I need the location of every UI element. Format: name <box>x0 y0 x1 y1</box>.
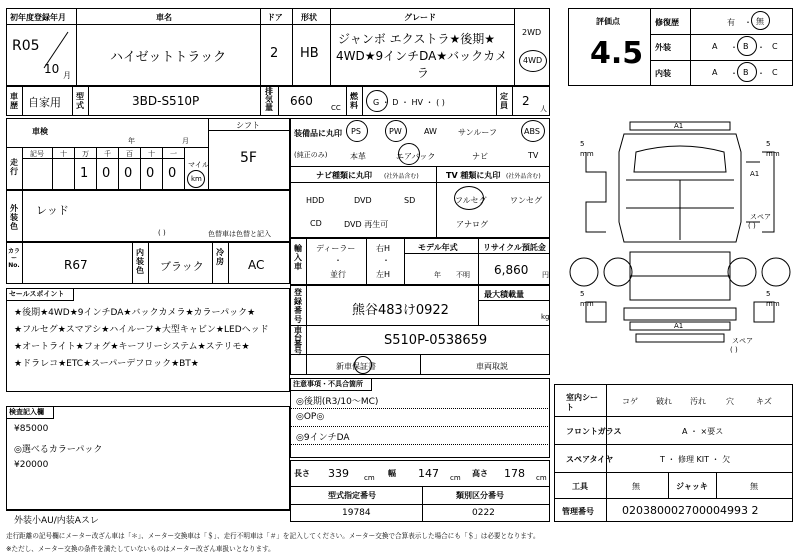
import-parallel: 並行 <box>330 270 346 279</box>
first-reg-month: 10 <box>44 62 60 76</box>
selling-line: ★後期★4WD★9インチDA★バックカメラ★カラーパック★ <box>14 308 256 318</box>
height-value: 178 <box>504 467 525 480</box>
equip-ps: PS <box>351 127 361 136</box>
glass-label: フロントガラス <box>566 427 622 436</box>
ac-label: 冷房 <box>216 248 224 266</box>
diagram-five: 5 <box>580 140 585 148</box>
model-value: 3BD-S510P <box>132 94 200 108</box>
tools-value: 無 <box>632 482 640 491</box>
length-value: 339 <box>328 467 349 480</box>
shift-value: 5F <box>240 150 257 166</box>
door-count: 2 <box>270 46 279 61</box>
equip-abs: ABS <box>524 127 540 136</box>
diagram-a1-bottom: A1 <box>674 322 684 330</box>
selling-line: ★フルセグ★スマアシ★ハイルーフ★大型キャビン★LEDヘッド <box>14 325 269 335</box>
load-unit: kg <box>541 313 550 321</box>
displacement-unit: CC <box>331 104 341 112</box>
color-label: 外装色 <box>10 204 18 231</box>
mgmt-label: 管理番号 <box>562 507 594 516</box>
diagram-a1-top: A1 <box>674 122 684 130</box>
grade-line2: 4WD★9インチDA★バックカメ <box>336 49 508 63</box>
color-paren: ( ) <box>158 229 166 237</box>
warranty-label: 新車保証書 <box>336 362 376 371</box>
mgmt-value: 020380002700004993 2 <box>622 504 759 517</box>
footer-note1: 走行距離の記号欄にメーター改ざん車は「＊」、メーター交換車は「＄」、走行不明車は「＃」を記入してください。メーター交換で合算表示した場合にも「＄」は必要となります。 <box>6 532 540 540</box>
seat-label: 室内シート <box>566 393 598 412</box>
drive-2wd: 2WD <box>522 28 542 37</box>
selling-title: セールスポイント <box>6 288 74 301</box>
mileage-digit: 1 <box>80 166 89 181</box>
km-label: km <box>191 175 202 183</box>
selling-line: ★オートライト★フォグ★キーフリーシステム★ステリモ★ <box>14 342 250 352</box>
equip-aw: AW <box>424 127 437 136</box>
mileage-digit: 0 <box>102 166 111 181</box>
color-value: レッド <box>36 204 69 217</box>
width-value: 147 <box>418 467 439 480</box>
jack-label: ジャッキ <box>676 482 708 491</box>
jack-value: 無 <box>750 482 758 491</box>
width-label: 幅 <box>388 469 396 478</box>
fuel-label: 燃料 <box>350 92 358 110</box>
equip-leather: 本革 <box>350 152 366 161</box>
spare-label: スペアタイヤ <box>566 455 614 464</box>
car-name-label: 車名 <box>156 13 172 22</box>
import-label: 輸入車 <box>294 244 302 271</box>
repair-no: 無 <box>756 17 764 26</box>
capacity-label: 定員 <box>500 92 508 110</box>
nav-title: ナビ種類に丸印 <box>316 171 372 180</box>
grade-line3: ラ <box>417 66 430 80</box>
inspector-title: 検査記入欄 <box>6 406 54 419</box>
note-line: ◎OP◎ <box>296 412 325 422</box>
glass-opts: A ・ ×要ス <box>682 427 724 436</box>
grade-line1: ジャンボ エクストラ★後期★ <box>338 32 495 46</box>
shaken-month-unit: 月 <box>182 137 189 145</box>
recycle-label: リサイクル預託金 <box>483 243 546 252</box>
class-no-label: 類別区分番号 <box>456 491 504 500</box>
footer-note2: ※ただし、メーター交換の条件を満たしていないものはメーター改ざん車扱いとなります。 <box>6 545 275 553</box>
equip-airbag: エアバック <box>396 152 436 161</box>
chassis-value: S510P-0538659 <box>384 333 488 348</box>
fuel-options: G ・ D ・ HV ・ ( ) <box>373 98 445 107</box>
nav-note: (社外品含む) <box>384 173 419 180</box>
capacity-unit: 人 <box>540 105 547 113</box>
repair-yes: 有 <box>727 18 735 27</box>
mileage-digit: 0 <box>124 166 133 181</box>
reg-value: 熊谷483け0922 <box>352 303 449 318</box>
score-value: 4.5 <box>590 36 644 71</box>
shape-value: HB <box>300 46 319 61</box>
equipment-title: 装備品に丸印 <box>294 129 342 138</box>
car-damage-diagram <box>566 112 794 382</box>
car-name: ハイゼットトラック <box>110 50 227 65</box>
note-line: ◎9インチDA <box>296 433 350 443</box>
displacement-value: 660 <box>290 94 313 108</box>
usage-label: 車歴 <box>10 92 18 110</box>
mileage-digit: 0 <box>146 166 155 181</box>
drive-4wd: 4WD <box>523 56 543 65</box>
bottom-left-note: 外装小AU/内装Aスレ <box>14 516 99 526</box>
color-code: R67 <box>64 258 88 272</box>
equip-navi: ナビ <box>472 152 488 161</box>
interior-color-label: 内装色 <box>136 248 144 275</box>
inspector-line: ◎選べるカラーパック <box>14 445 103 455</box>
inspector-box <box>6 406 290 510</box>
diagram-mm: mm <box>580 150 594 158</box>
color-note: 色替車は色替と記入 <box>208 230 271 238</box>
model-year-label: モデル年式 <box>418 243 458 252</box>
equip-sunroof: サンルーフ <box>458 128 497 137</box>
shaken-label: 車検 <box>32 127 48 136</box>
length-label: 長さ <box>294 469 310 478</box>
equip-pw: PW <box>389 127 402 136</box>
spare-opts: T ・ 修理 KIT ・ 欠 <box>660 455 731 464</box>
model-label: 型式 <box>76 92 84 110</box>
door-label: ドア <box>267 13 283 22</box>
first-reg-label: 初年度登録年月 <box>10 13 66 22</box>
score-label: 評価点 <box>596 17 620 26</box>
recycle-value: 6,860 <box>494 263 529 277</box>
inspector-line: ¥85000 <box>14 424 49 434</box>
usage-value: 自家用 <box>28 96 61 109</box>
ac-value: AC <box>248 258 265 272</box>
tv-note: (社外品含む) <box>506 173 541 180</box>
color-code-label: カラーNo. <box>7 248 20 269</box>
import-left-h: 左H <box>376 270 391 279</box>
class-no: 0222 <box>472 508 495 518</box>
notes-title: 注意事項・不具合箇所 <box>290 378 372 391</box>
shaken-year-unit: 年 <box>128 137 135 145</box>
exterior-label: 外装 <box>655 43 671 52</box>
import-dealer: ディーラー <box>316 244 356 253</box>
equipment-title2: (純正のみ) <box>294 151 328 159</box>
capacity-value: 2 <box>522 94 530 108</box>
type-no: 19784 <box>342 508 371 518</box>
type-no-label: 型式指定番号 <box>328 491 376 500</box>
first-reg-month-unit: 月 <box>63 71 71 80</box>
load-label: 最大積載量 <box>484 290 524 299</box>
import-right-h: 右H <box>376 244 391 253</box>
mile-label: マイル <box>188 161 209 169</box>
displacement-label: 排気量 <box>265 87 273 112</box>
mileage-digit: 0 <box>168 166 177 181</box>
diagram-a1-side: A1 <box>750 170 760 178</box>
selling-line: ★ドラレコ★ETC★スーパーデフロック★BT★ <box>14 359 199 369</box>
chassis-label: 車台番号 <box>294 326 302 356</box>
inspector-line: ¥20000 <box>14 460 49 470</box>
equip-tv: TV <box>528 151 539 160</box>
mark-label: 記号 <box>30 150 44 158</box>
tv-title: TV 種類に丸印 <box>446 171 501 180</box>
interior-color: ブラック <box>160 260 204 273</box>
grade-label: グレード <box>404 13 436 22</box>
tools-label: 工具 <box>572 482 588 491</box>
shift-label: シフト <box>236 121 260 130</box>
shape-label: 形状 <box>301 13 317 22</box>
model-year-value: 不明 <box>456 271 470 279</box>
mileage-label: 走行 <box>10 158 18 176</box>
repair-label: 修復歴 <box>655 18 679 27</box>
diagram-spare-bottom: スペア <box>732 337 753 345</box>
manual-label: 車両取説 <box>476 362 508 371</box>
diagram-spare-top: スペア <box>750 213 771 221</box>
reg-label: 登録番号 <box>294 288 302 324</box>
interior-label: 内装 <box>655 69 671 78</box>
note-line: ◎後期(R3/10～MC) <box>296 397 379 407</box>
first-reg-year: R05 <box>12 38 40 54</box>
height-label: 高さ <box>472 469 488 478</box>
